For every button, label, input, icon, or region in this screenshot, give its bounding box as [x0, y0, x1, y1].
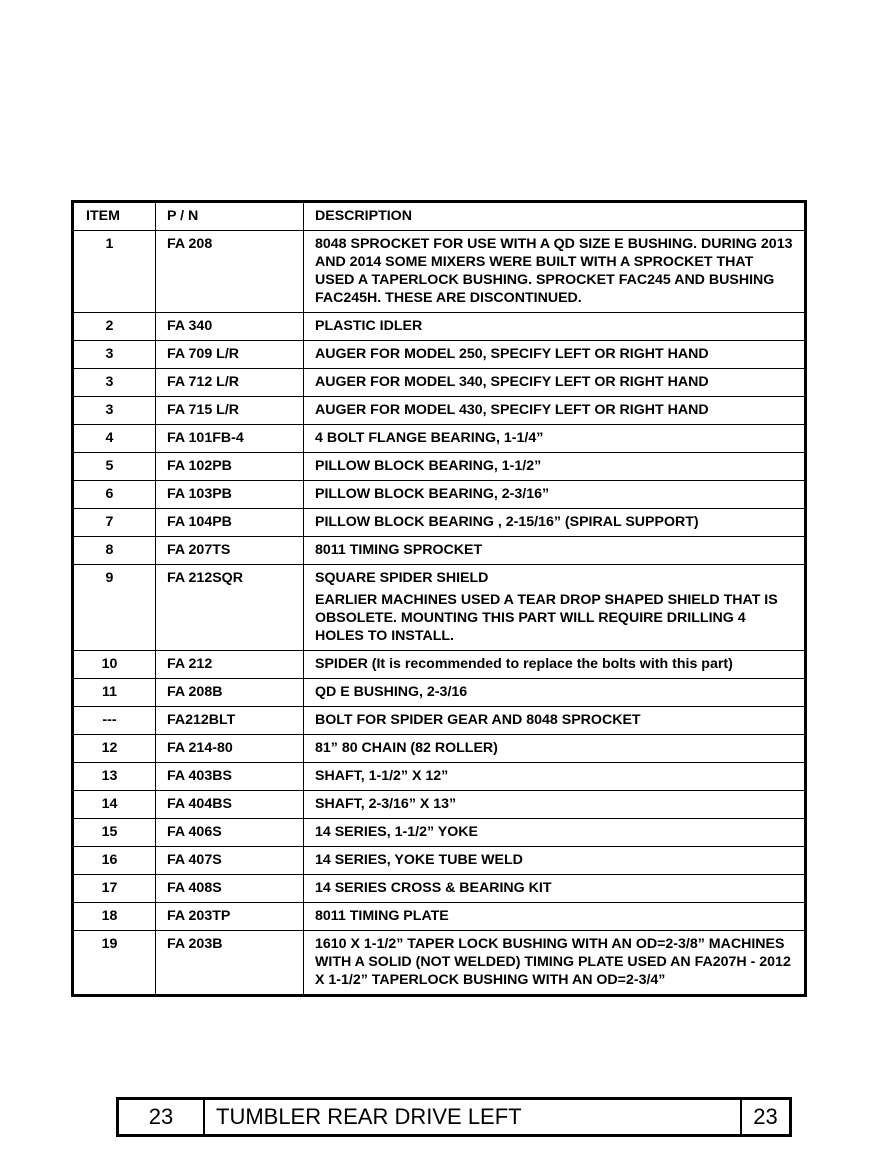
part-number-cell: FA 212SQR [156, 565, 304, 651]
table-row [73, 791, 806, 819]
item-cell: 4 [73, 425, 156, 453]
description-cell [304, 565, 806, 651]
description-cell [304, 735, 806, 763]
footer-left-number: 23 [119, 1100, 205, 1134]
parts-table [71, 200, 807, 997]
description-text: 81” 80 CHAIN (82 ROLLER) [315, 740, 498, 756]
table-row [73, 735, 806, 763]
description-cell [304, 397, 806, 425]
part-number-cell: FA 102PB [156, 453, 304, 481]
description-text: QD E BUSHING, 2-3/16 [315, 684, 468, 700]
description-cell [304, 847, 806, 875]
part-number-cell: FA 403BS [156, 763, 304, 791]
item-cell: 9 [73, 565, 156, 651]
description-cell [304, 509, 806, 537]
part-number-cell: FA 208B [156, 679, 304, 707]
description-text: SQUARE SPIDER SHIELD [315, 570, 489, 586]
item-cell: 19 [73, 931, 156, 996]
description-text: 14 SERIES CROSS & BEARING KIT [315, 880, 552, 896]
description-text: AUGER FOR MODEL 430, SPECIFY LEFT OR RIGHT HAND [315, 402, 709, 418]
description-text: PILLOW BLOCK BEARING, 2-3/16” [315, 486, 550, 502]
table-row [73, 509, 806, 537]
description-cell [304, 875, 806, 903]
table-row [73, 565, 806, 651]
table-row [73, 819, 806, 847]
description-text: 14 SERIES, YOKE TUBE WELD [315, 852, 523, 868]
table-row [73, 425, 806, 453]
item-cell: 11 [73, 679, 156, 707]
description-text: AUGER FOR MODEL 340, SPECIFY LEFT OR RIGHT HAND [315, 374, 709, 390]
description-text: PILLOW BLOCK BEARING, 1-1/2” [315, 458, 542, 474]
table-row [73, 931, 806, 996]
part-number-cell: FA 208 [156, 231, 304, 313]
table-row [73, 847, 806, 875]
description-cell [304, 651, 806, 679]
description-cell [304, 537, 806, 565]
part-number-cell: FA 406S [156, 819, 304, 847]
part-number-cell: FA 715 L/R [156, 397, 304, 425]
page-footer [116, 1097, 792, 1137]
header-part-number: P / N [156, 202, 304, 231]
item-cell: 17 [73, 875, 156, 903]
item-cell: 13 [73, 763, 156, 791]
table-row [73, 481, 806, 509]
part-number-cell: FA 407S [156, 847, 304, 875]
item-cell: 2 [73, 313, 156, 341]
description-text: 8011 TIMING SPROCKET [315, 542, 483, 558]
table-row [73, 763, 806, 791]
description-note: EARLIER MACHINES USED A TEAR DROP SHAPED SHIELD THAT IS OBSOLETE. MOUNTING THIS PART WILL REQUIRE DRILLING 4 HOLES TO INSTALL. [315, 592, 778, 644]
part-number-cell: FA 340 [156, 313, 304, 341]
description-cell [304, 931, 806, 996]
item-cell: 5 [73, 453, 156, 481]
item-cell: 15 [73, 819, 156, 847]
description-text: SHAFT, 2-3/16” X 13” [315, 796, 457, 812]
description-cell [304, 481, 806, 509]
part-number-cell: FA212BLT [156, 707, 304, 735]
table-row [73, 651, 806, 679]
header-item: ITEM [73, 202, 156, 231]
item-cell: 3 [73, 341, 156, 369]
header-description: DESCRIPTION [304, 202, 806, 231]
part-number-cell: FA 404BS [156, 791, 304, 819]
part-number-cell: FA 203TP [156, 903, 304, 931]
description-cell [304, 819, 806, 847]
table-row [73, 707, 806, 735]
description-text: SHAFT, 1-1/2” X 12” [315, 768, 449, 784]
table-header-row [73, 202, 806, 231]
footer-title: TUMBLER REAR DRIVE LEFT [205, 1100, 742, 1134]
description-cell [304, 425, 806, 453]
footer-right-number: 23 [753, 1104, 778, 1129]
table-row [73, 369, 806, 397]
table-row [73, 903, 806, 931]
description-cell [304, 679, 806, 707]
description-text: PLASTIC IDLER [315, 318, 423, 334]
item-cell: 3 [73, 369, 156, 397]
description-text: BOLT FOR SPIDER GEAR AND 8048 SPROCKET [315, 712, 641, 728]
item-cell: 16 [73, 847, 156, 875]
part-number-cell: FA 408S [156, 875, 304, 903]
description-text: AUGER FOR MODEL 250, SPECIFY LEFT OR RIGHT HAND [315, 346, 709, 362]
description-text: SPIDER (It is recommended to replace the bolts with this part) [315, 656, 733, 672]
table-body [73, 231, 806, 996]
table-row [73, 231, 806, 313]
item-cell: 6 [73, 481, 156, 509]
table-row [73, 679, 806, 707]
part-number-cell: FA 212 [156, 651, 304, 679]
table-row [73, 313, 806, 341]
table-row [73, 341, 806, 369]
description-cell [304, 369, 806, 397]
part-number-cell: FA 214-80 [156, 735, 304, 763]
part-number-cell: FA 207TS [156, 537, 304, 565]
part-number-cell: FA 203B [156, 931, 304, 996]
description-cell [304, 453, 806, 481]
item-cell: 3 [73, 397, 156, 425]
description-cell [304, 341, 806, 369]
item-cell: 18 [73, 903, 156, 931]
description-cell [304, 763, 806, 791]
description-text: PILLOW BLOCK BEARING , 2-15/16” (SPIRAL SUPPORT) [315, 514, 699, 530]
description-cell [304, 903, 806, 931]
description-cell [304, 791, 806, 819]
part-number-cell: FA 709 L/R [156, 341, 304, 369]
description-text: 14 SERIES, 1-1/2” YOKE [315, 824, 478, 840]
description-text: 1610 X 1-1/2” TAPER LOCK BUSHING WITH AN OD=2-3/8” MACHINES WITH A SOLID (NOT WELDED) TIMING PLATE USED AN FA207H - 2012 X 1-1/2” TAPERLOCK BUSHING WITH AN OD=2-3/4” [315, 936, 791, 988]
item-cell: 12 [73, 735, 156, 763]
table-row [73, 397, 806, 425]
part-number-cell: FA 101FB-4 [156, 425, 304, 453]
description-text: 4 BOLT FLANGE BEARING, 1-1/4” [315, 430, 544, 446]
part-number-cell: FA 103PB [156, 481, 304, 509]
part-number-cell: FA 712 L/R [156, 369, 304, 397]
table-row [73, 537, 806, 565]
description-cell [304, 707, 806, 735]
table-row [73, 875, 806, 903]
part-number-cell: FA 104PB [156, 509, 304, 537]
item-cell: 7 [73, 509, 156, 537]
description-cell [304, 313, 806, 341]
description-text: 8011 TIMING PLATE [315, 908, 449, 924]
description-cell [304, 231, 806, 313]
item-cell: 10 [73, 651, 156, 679]
item-cell: 1 [73, 231, 156, 313]
table-row [73, 453, 806, 481]
item-cell: 8 [73, 537, 156, 565]
item-cell: 14 [73, 791, 156, 819]
description-text: 8048 SPROCKET FOR USE WITH A QD SIZE E BUSHING. DURING 2013 AND 2014 SOME MIXERS WERE BUILT WITH A SPROCKET THAT USED A TAPERLOCK BUSHING. SPROCKET FAC245 AND BUSHING FAC245H. THESE ARE DISCONTINUED. [315, 236, 793, 306]
item-cell: --- [73, 707, 156, 735]
